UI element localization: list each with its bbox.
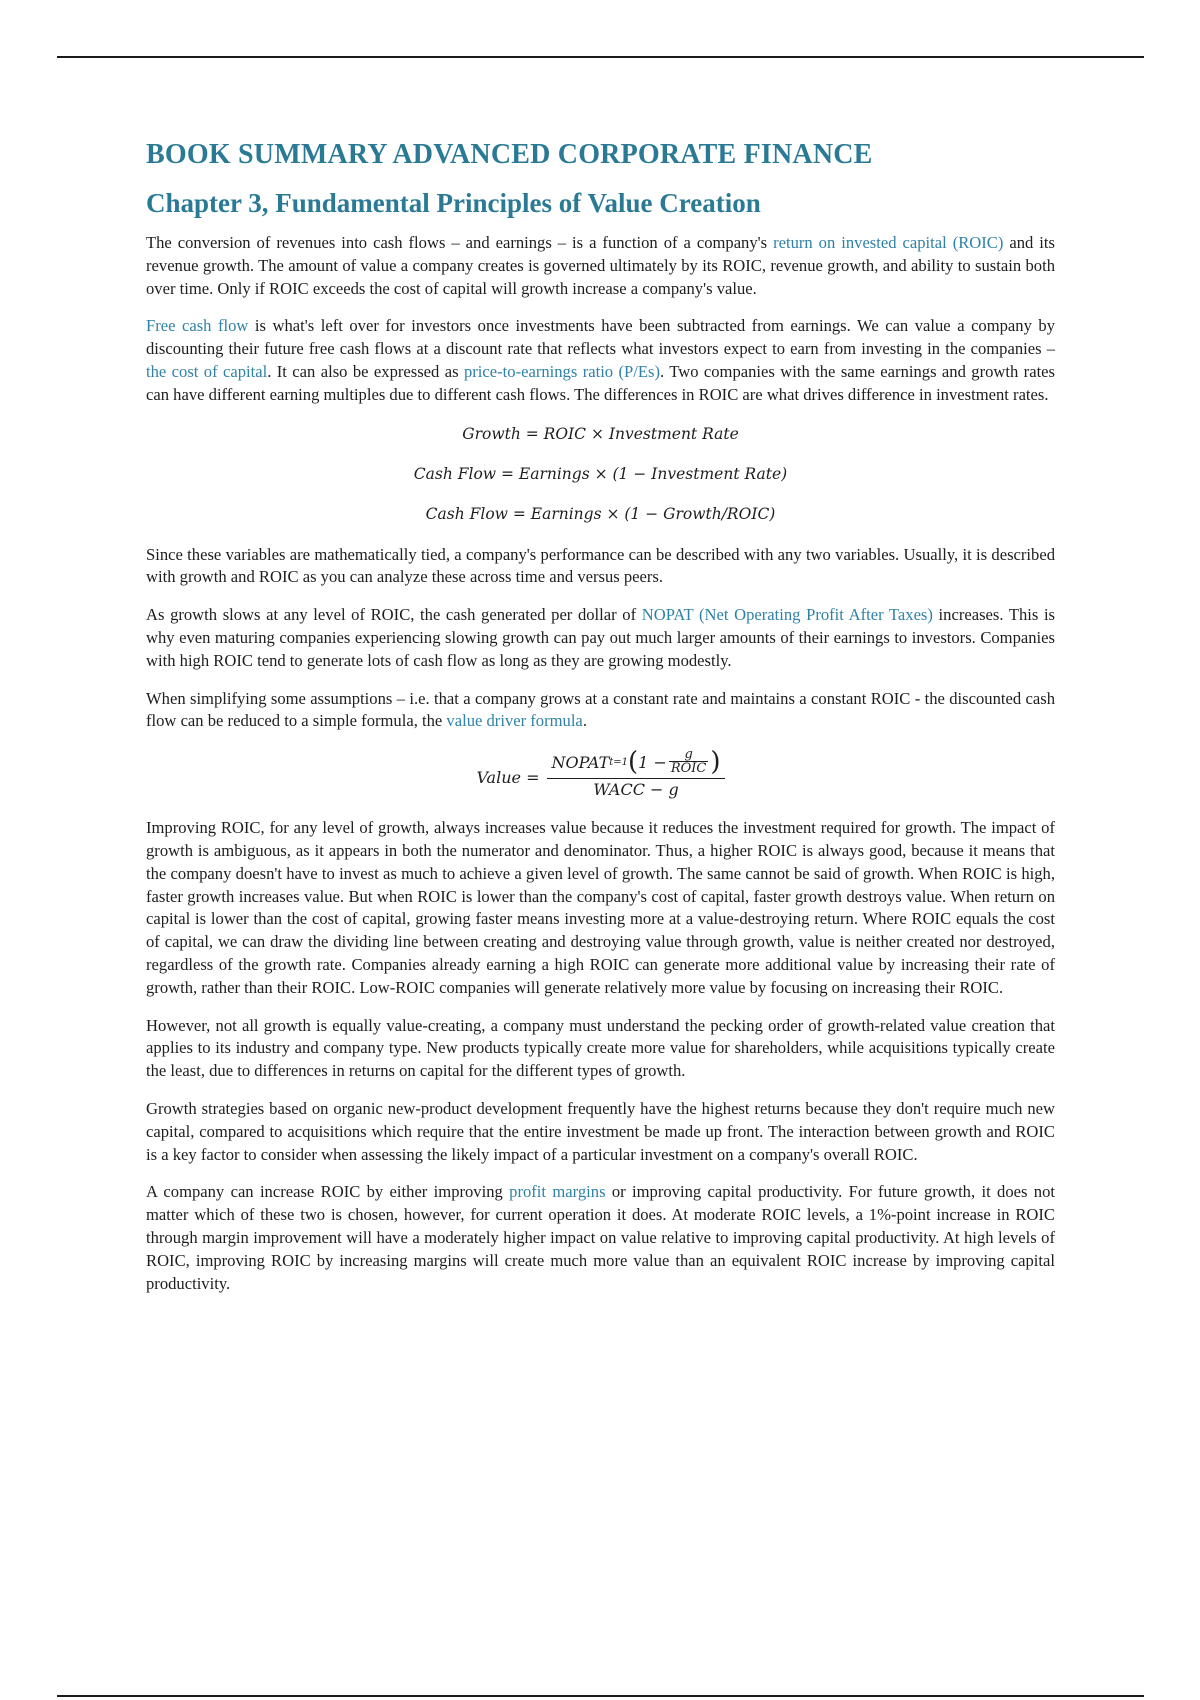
value-driver-formula xyxy=(146,748,1055,799)
chapter-heading: Chapter 3, Fundamental Principles of Value Creation xyxy=(146,188,761,218)
text: increases. This is why even maturing companies experiencing slowing growth can pay out much larger amounts of their earnings to investors. Companies with high ROIC tend to generate lots of cash flow as long as they are growing modestly. xyxy=(146,605,1056,670)
text: is what's left over for investors once investments have been subtracted from earnings. We can value a company by discounting their future free cash flows at a discount rate that reflects what investors expect to earn from investing in the companies – xyxy=(146,316,1055,359)
formula-g: g xyxy=(684,747,693,763)
formula-nopat: NOPAT xyxy=(551,752,610,772)
header-rule xyxy=(57,56,1144,58)
equation-cash-flow-investment: Cash Flow = Earnings × (1 − Investment Rate) xyxy=(413,464,788,483)
formula-numerator xyxy=(547,748,724,778)
link-price-to-earnings[interactable]: price-to-earnings ratio (P/Es) xyxy=(463,361,660,381)
equation-cash-flow-growth: Cash Flow = Earnings × (1 − Growth/ROIC) xyxy=(425,504,776,523)
formula-one-minus: 1 − xyxy=(638,752,667,772)
text: A company can increase ROIC by either improving xyxy=(146,1182,510,1202)
text: . It can also be expressed as xyxy=(267,361,464,381)
link-nopat[interactable]: NOPAT (Net Operating Profit After Taxes) xyxy=(641,605,933,625)
link-return-on-invested-capital[interactable]: return on invested capital (ROIC) xyxy=(773,233,1004,252)
paragraph-free-cash-flow xyxy=(146,315,1055,406)
paragraph-nopat xyxy=(146,604,1055,672)
text: When simplifying some assumptions – i.e. that a company grows at a constant rate and maintains a constant ROIC - the discounted cash flow can be reduced to a simple formula, the xyxy=(146,688,1055,731)
formula-growth-over-roic xyxy=(669,748,709,776)
paragraph-growth-pecking-order: However, not all growth is equally value-creating, a company must understand the pecking order of growth-related value creation that applies to its industry and company type. New products typically create more value for shareholders, while acquisitions typically create the least, due to differences in returns on capital for the different types of growth. xyxy=(146,1015,1055,1081)
text: . Two companies with the same earnings and growth rates can have different earning multiples due to different cash flows. The differences in ROIC are what drives difference in investment rates. xyxy=(146,361,1056,404)
page-content xyxy=(146,138,1055,1310)
formula-denominator: WACC − g xyxy=(547,778,724,799)
formula-roic: ROIC xyxy=(670,761,707,777)
text: The conversion of revenues into cash flows – and earnings – is a function of a company's xyxy=(146,233,774,252)
link-value-driver-formula[interactable]: value driver formula xyxy=(446,711,583,731)
text: or improving capital productivity. For future growth, it does not matter which of these two is chosen, however, for current operation it does. At moderate ROIC levels, a 1%-point increase in ROIC through margin improvement will have a moderately higher impact on value relative to improving capital productivity. At high levels of ROIC, improving ROIC by increasing margins will create much more value than an equivalent ROIC increase by improving capital productivity. xyxy=(146,1182,1055,1293)
equations-block xyxy=(146,422,1055,526)
document-title: BOOK SUMMARY ADVANCED CORPORATE FINANCE xyxy=(146,139,873,170)
paragraph-value-driver xyxy=(146,688,1055,734)
text: and its revenue growth. The amount of value a company creates is governed ultimately by its ROIC, revenue growth, and ability to sustain both over time. Only if ROIC exceeds the cost of capital will growth increase a company's value. xyxy=(146,233,1055,298)
formula-lhs: Value = xyxy=(476,768,540,788)
paragraph-variables: Since these variables are mathematically tied, a company's performance can be described with any two variables. Usually, it is described with growth and ROIC as you can analyze these across time and versus peers. xyxy=(146,544,1055,587)
formula-paren-open: ( xyxy=(628,747,639,778)
formula-subscript: t=1 xyxy=(609,756,629,768)
footer-rule xyxy=(57,1695,1144,1697)
formula-paren-close: ) xyxy=(710,747,721,778)
link-profit-margins[interactable]: profit margins xyxy=(509,1182,606,1202)
link-cost-of-capital[interactable]: the cost of capital xyxy=(146,361,268,381)
text: As growth slows at any level of ROIC, the cash generated per dollar of xyxy=(146,605,642,625)
equation-growth: Growth = ROIC × Investment Rate xyxy=(462,424,739,443)
formula-fraction xyxy=(547,748,724,799)
paragraph-growth-strategies: Growth strategies based on organic new-product development frequently have the highest returns because they don't require much new capital, compared to acquisitions which require that the entire investment be made up front. The interaction between growth and ROIC is a key factor to consider when assessing the likely impact of a particular investment on a company's overall ROIC. xyxy=(146,1098,1055,1164)
paragraph-roic-intro xyxy=(146,232,1055,300)
text: . xyxy=(582,711,587,731)
paragraph-profit-margins xyxy=(146,1181,1055,1295)
paragraph-improving-roic: Improving ROIC, for any level of growth, always increases value because it reduces the investment required for growth. The impact of growth is ambiguous, as it appears in both the numerator and denominator. Thus, a higher ROIC is always good, because it means that the company doesn't have to invest as much to achieve a given level of growth. The same cannot be said of growth. When ROIC is high, faster growth increases value. But when ROIC is lower than the company's cost of capital, faster growth destroys value. When return on capital is lower than the cost of capital, growing faster means investing more at a value-destroying return. Where ROIC equals the cost of capital, we can draw the dividing line between creating and destroying value through growth, value is neither created nor destroyed, regardless of the growth rate. Companies already earning a high ROIC can generate more additional value by increasing their rate of growth, rather than their ROIC. Low-ROIC companies will generate relatively more value by focusing on increasing their ROIC. xyxy=(146,818,1055,997)
link-free-cash-flow[interactable]: Free cash flow xyxy=(146,316,249,336)
